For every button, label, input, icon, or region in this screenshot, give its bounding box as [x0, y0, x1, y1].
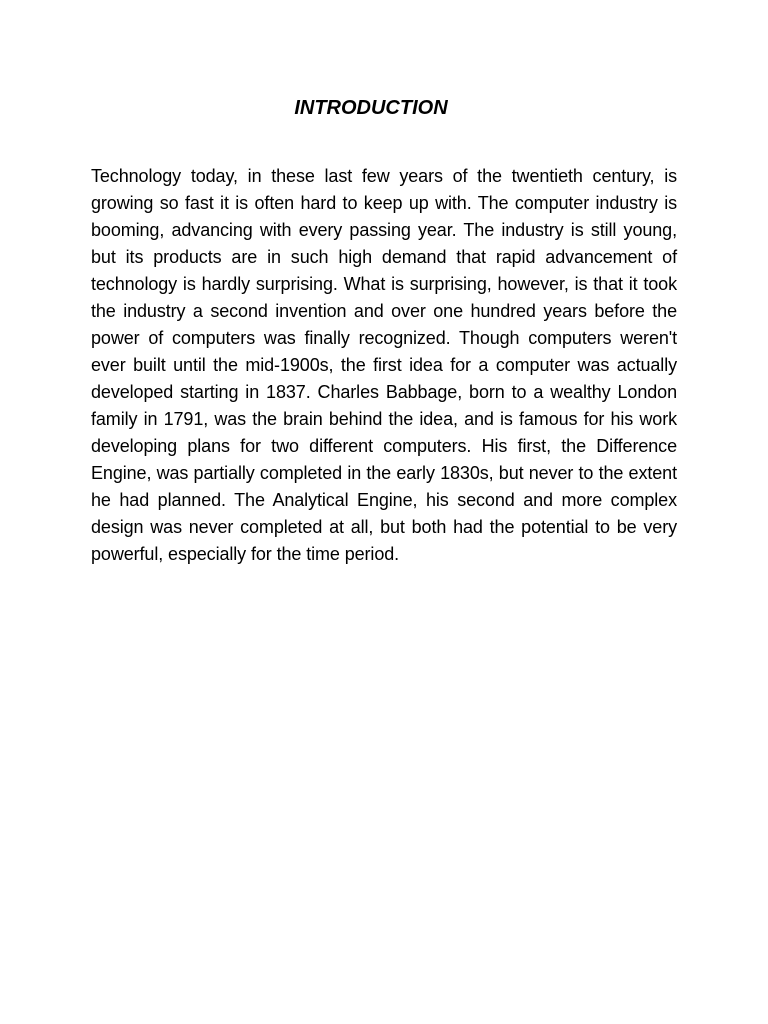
page-title: INTRODUCTION: [294, 97, 448, 119]
body-paragraph: Technology today, in these last few years of the twentieth century, is growing so fast it is often hard to keep up with. The computer industry is booming, advancing with every passing year. The industry is still young, but its products are in such high demand that rapid advancement of technology is hardly surprising. What is surprising, however, is that it took the industry a second invention and over one hundred years before the power of computers was finally recognized. Though computers weren't ever built until the mid-1900s, the first idea for a computer was actually developed starting in 1837. Charles Babbage, born to a wealthy London family in 1791, was the brain behind the idea, and is famous for his work developing plans for two different computers. His first, the Difference Engine, was partially completed in the early 1830s, but never to the extent he had planned. The Analytical Engine, his second and more complex design was never completed at all, but both had the potential to be very powerful, especially for the time period.: [91, 166, 677, 564]
